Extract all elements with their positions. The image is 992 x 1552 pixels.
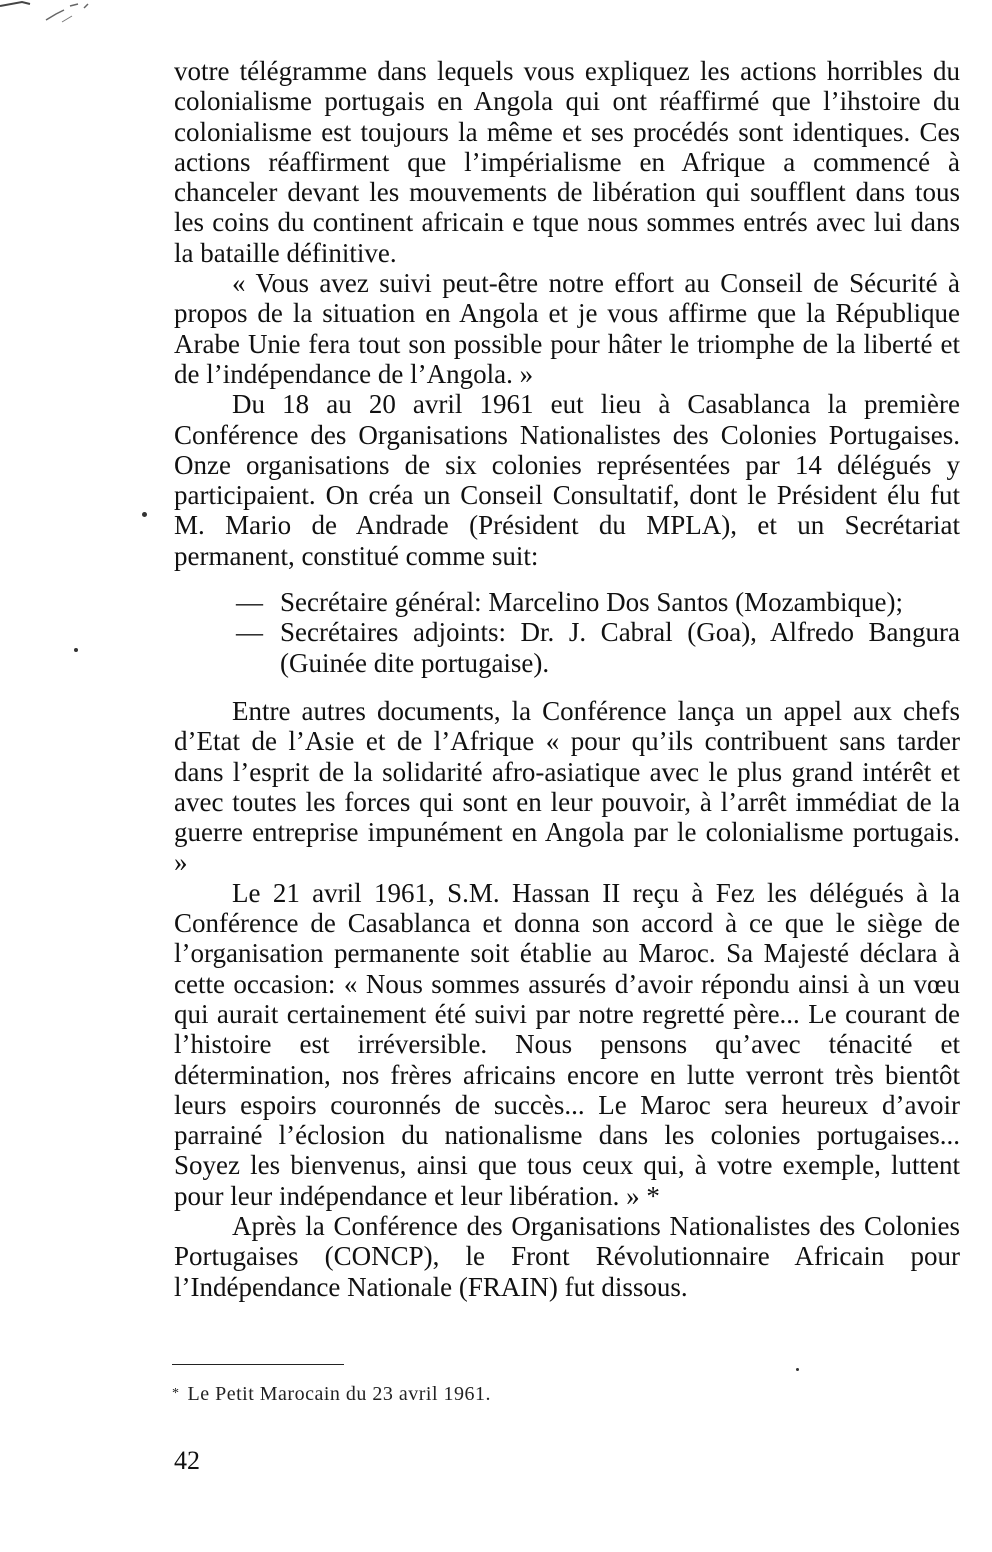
footnote-divider xyxy=(172,1364,344,1365)
footnote-mark: * xyxy=(172,1386,180,1401)
scan-corner-artifact xyxy=(0,0,100,30)
margin-speck xyxy=(796,1368,799,1371)
paragraph-hassan-ii: Le 21 avril 1961, S.M. Hassan II reçu à Fez les délégués à la Conférence de Casablanca et donna son accord à ce que le siège de l’organisation permanente soit établie au Maroc. Sa Majesté déclara à cette occasion: « Nous sommes assurés d’avoir répondu ainsi à un vœu qui aurait certainement été suivi par notre regretté père... Le courant de l’histoire est irréversible. Nous pensons qu’avec ténacité et détermination, nos frères africains encore en lutte verront très bientôt leurs espoirs couronnés de succès... Le Maroc sera heureux d’avoir parrainé l’éclosion du nationalisme dans les colonies portugaises... Soyez les bienvenus, ainsi que tous ceux qui, à votre exemple, luttent pour leur indépendance et leur libération. » * xyxy=(174,877,960,1211)
footnote-text: Le Petit Marocain du 23 avril 1961. xyxy=(187,1383,492,1405)
paragraph-appeal: Entre autres documents, la Conférence lança un appel aux chefs d’Etat de l’Asie et de l’Afrique « pour qu’ils contribuent sans tarder dans l’esprit de la solidarité afro-asiatique avec le plus grand intérêt et avec toutes les forces qui sont en leur pouvoir, à l’arrêt immédiat de la guerre entreprise impunément en Angola par le colonialisme portugais. » xyxy=(174,695,960,878)
paragraph-concp-frain: Après la Conférence des Organisations Nationalistes des Colonies Portugaises (CONCP), le Front Révolutionnaire Africain pour l’Indépendance Nationale (FRAIN) fut dissous. xyxy=(174,1210,960,1302)
paragraph-security-council: « Vous avez suivi peut-être notre effort au Conseil de Sécurité à propos de la situation en Angola et je vous affirme que la République Arabe Unie fera tout son possible pour hâter le triomphe de la liberté et de l’indépendance de l’Angola. » xyxy=(174,268,960,389)
secretariat-list xyxy=(174,587,960,678)
margin-speck xyxy=(74,648,78,652)
paragraph-telegram: votre télégramme dans lequels vous expliquez les actions horribles du colonialisme portugais en Angola qui ont réaffirmé que l’ihstoire du colonialisme est toujours la même et ses procédés sont identiques. Ces actions réaffirment que l’impérialisme en Afrique a commencé à chanceler devant les mouvements de libération qui soufflent dans tous les coins du continent africain e tque nous sommes entrés avec lui dans la bataille définitive. xyxy=(174,56,960,268)
dash-marker: — xyxy=(236,617,263,648)
footnote xyxy=(172,1382,491,1406)
paragraph-casablanca-conference: Du 18 au 20 avril 1961 eut lieu à Casablanca la première Conférence des Organisations Nationalistes des Colonies Portugaises. Onze organisations de six colonies représentées par 14 délégués y participaient. On créa un Conseil Consultatif, dont le Président élu fut M. Mario de Andrade (Président du MPLA), et un Secrétariat permanent, constitué comme suit: xyxy=(174,389,960,571)
body-text xyxy=(174,56,960,1302)
page-number: 42 xyxy=(174,1446,200,1475)
list-item xyxy=(174,617,960,678)
margin-speck xyxy=(142,512,147,517)
dash-marker: — xyxy=(236,587,263,618)
list-item-text: Secrétaires adjoints: Dr. J. Cabral (Goa), Alfredo Bangura (Guinée dite portugaise). xyxy=(280,617,960,678)
list-item-text: Secrétaire général: Marcelino Dos Santos (Mozambique); xyxy=(280,587,904,618)
list-item xyxy=(174,587,960,617)
